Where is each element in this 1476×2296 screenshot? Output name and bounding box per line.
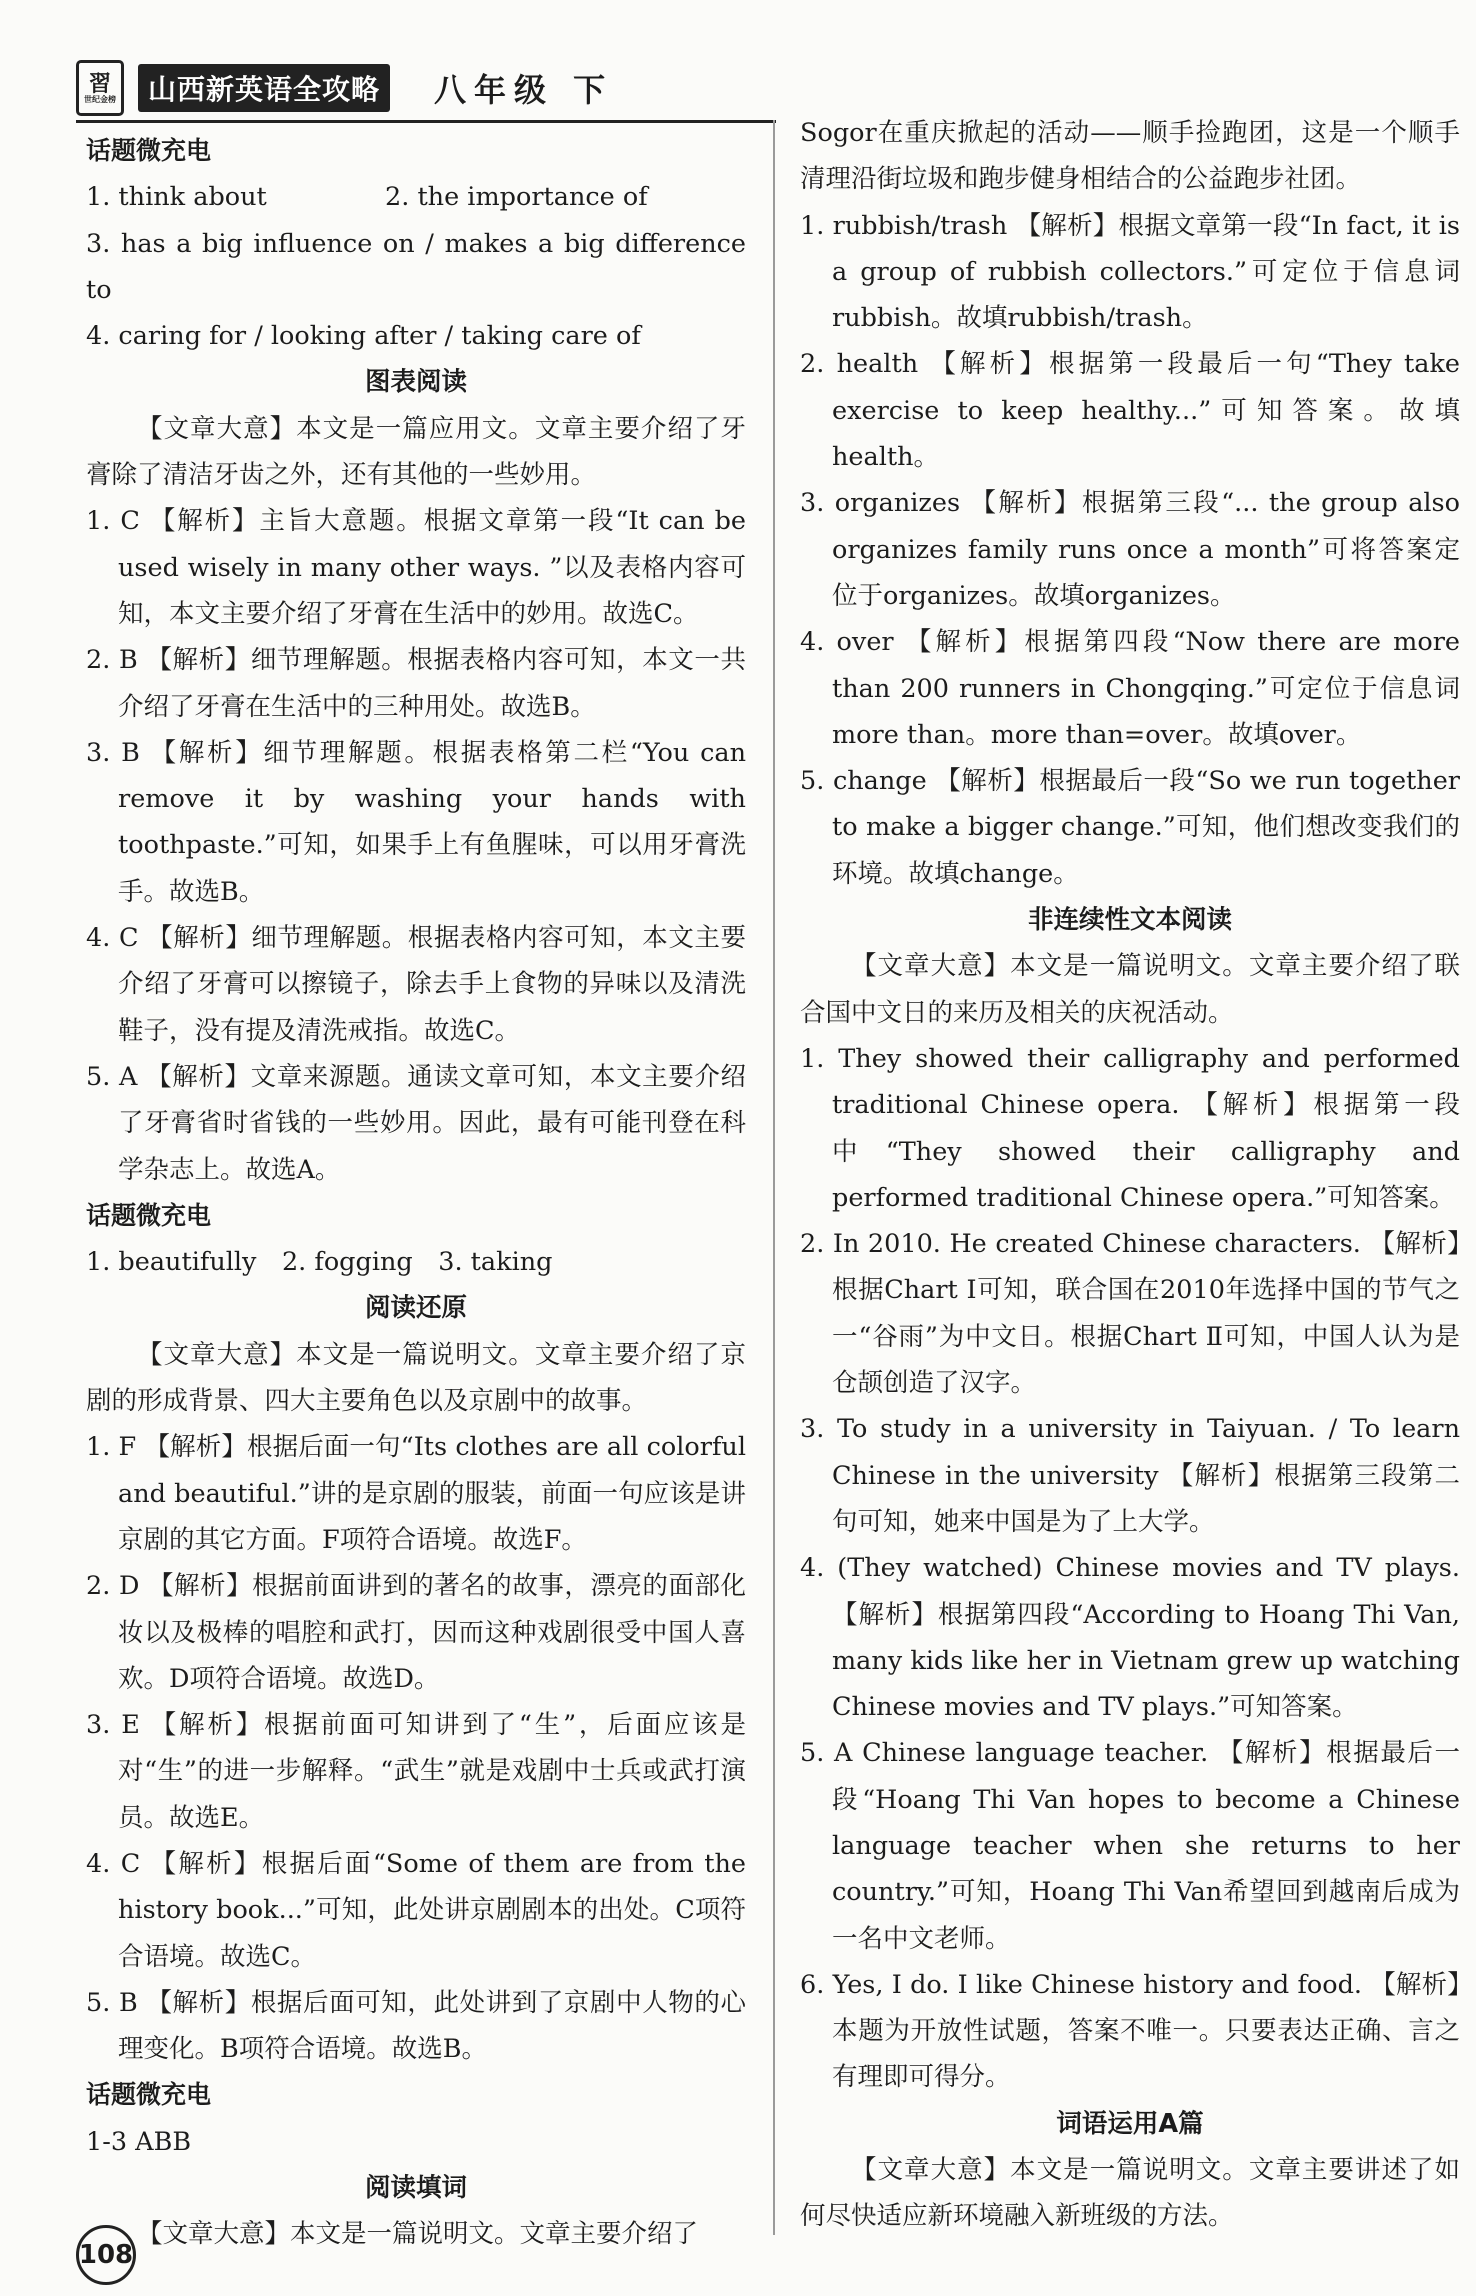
answer-paragraph: 3. has a big influence on / makes a big difference to (86, 228, 746, 305)
section-title: 图表阅读 (364, 367, 467, 398)
answer-paragraph: 1. beautifully 2. fogging 3. taking (86, 1247, 553, 1278)
section-title: 词语运用A篇 (1056, 2108, 1204, 2139)
answer-paragraph: 1. F 【解析】根据后面一句“Its clothes are all colorful and beautiful.”讲的是京剧的服装，前面一句应该是讲京剧的其它方面。F项符合语境。故选F。 (86, 1432, 746, 1555)
answer-paragraph: Sogor在重庆掀起的活动——顺手捡跑团，这是一个顺手清理沿街垃圾和跑步健身相结合的公益跑步社团。 (800, 118, 1460, 195)
answer-paragraph: 3. E 【解析】根据前面可知讲到了“生”，后面应该是对“生”的进一步解释。“武生”就是戏剧中士兵或武打演员。故选E。 (86, 1710, 746, 1833)
grade-label: 八年级 下 (434, 71, 614, 109)
left-column (86, 128, 746, 2258)
section-title: 非连续性文本阅读 (1027, 905, 1232, 936)
book-title: 山西新英语全攻略 (138, 64, 390, 112)
answer-paragraph: 1-3 ABB (86, 2126, 192, 2157)
page-header (76, 58, 776, 118)
answer-paragraph: 4. (They watched) Chinese movies and TV plays. 【解析】根据第四段“According to Hoang Thi Van, many kids like her in Vietnam grew up watching Chinese movies and TV plays.”可知答案。 (800, 1553, 1460, 1723)
book-logo (76, 60, 124, 116)
header-rule (76, 120, 776, 123)
answer-paragraph: 4. C 【解析】根据后面“Some of them are from the history book...”可知，此处讲京剧剧本的出处。C项符合语境。故选C。 (86, 1848, 746, 1972)
section-heading: 话题微充电 (86, 136, 212, 165)
logo-subtext: 世纪金榜 (84, 94, 116, 104)
page-number: 108 (76, 2225, 136, 2285)
answer-paragraph: 5. B 【解析】根据后面可知，此处讲到了京剧中人物的心理变化。B项符合语境。故选B。 (86, 1987, 746, 2065)
answer-paragraph: 6. Yes, I do. I like Chinese history and food. 【解析】本题为开放性试题，答案不唯一。只要表达正确、言之有理即可得分。 (800, 1969, 1460, 2093)
answer-paragraph: 3. organizes 【解析】根据第三段“... the group also organizes family runs once a month”可将答案定位于organizes。故填organizes。 (800, 488, 1460, 611)
section-heading: 话题微充电 (86, 2080, 212, 2110)
answer-paragraph: 2. health 【解析】根据第一段最后一句“They take exercise to keep healthy...”可知答案。故填health。 (800, 349, 1460, 473)
answer-paragraph: 2. In 2010. He created Chinese characters. 【解析】根据Chart Ⅰ可知，联合国在2010年选择中国的节气之一“谷雨”为中文日。根据Chart Ⅱ可知，中国人认为是仓颉创造了汉字。 (800, 1229, 1460, 1399)
answer-paragraph: 1. C 【解析】主旨大意题。根据文章第一段“It can be used wisely in many other ways. ”以及表格内容可知，本文主要介绍了牙膏在生活中的妙用。故选C。 (86, 506, 746, 629)
answer-paragraph: 4. caring for / looking after / taking care of (86, 321, 641, 352)
answer-paragraph: 【文章大意】本文是一篇说明文。文章主要讲述了如何尽快适应新环境融入新班级的方法。 (800, 2155, 1460, 2232)
answer-paragraph: 5. change 【解析】根据最后一段“So we run together to make a bigger change.”可知，他们想改变我们的环境。故填change。 (800, 766, 1460, 889)
right-column (800, 110, 1460, 2240)
answer-paragraph: 4. C 【解析】细节理解题。根据表格内容可知，本文主要介绍了牙膏可以擦镜子，除去手上食物的异味以及清洗鞋子，没有提及清洗戒指。故选C。 (86, 923, 746, 1046)
answer-paragraph: 1. They showed their calligraphy and performed traditional Chinese opera. 【解析】根据第一段中“They showed their calligraphy and performed traditional Chinese opera.”可知答案。 (800, 1043, 1460, 1213)
logo-char: 習 (88, 71, 111, 97)
answer-paragraph: 1. rubbish/trash 【解析】根据文章第一段“In fact, it is a group of rubbish collectors.”可定位于信息词rubbish。故填rubbish/trash。 (800, 210, 1460, 334)
answer-paragraph: 2. D 【解析】根据前面讲到的著名的故事，漂亮的面部化妆以及极棒的唱腔和武打，因而这种戏剧很受中国人喜欢。D项符合语境。故选D。 (86, 1571, 746, 1694)
answer-paragraph: 【文章大意】本文是一篇应用文。文章主要介绍了牙膏除了清洁牙齿之外，还有其他的一些妙用。 (86, 413, 746, 491)
section-title: 阅读还原 (364, 1293, 467, 1324)
answer-paragraph: 2. B 【解析】细节理解题。根据表格内容可知，本文一共介绍了牙膏在生活中的三种用处。故选B。 (86, 645, 746, 722)
answer-paragraph: 5. A 【解析】文章来源题。通读文章可知，本文主要介绍了牙膏省时省钱的一些妙用。因此，最有可能刊登在科学杂志上。故选A。 (86, 1061, 746, 1185)
answer-paragraph: 【文章大意】本文是一篇说明文。文章主要介绍了京剧的形成背景、四大主要角色以及京剧中的故事。 (86, 1339, 746, 1417)
column-divider (773, 120, 775, 2235)
answer-paragraph: 3. B 【解析】细节理解题。根据表格第二栏“You can remove it by washing your hands with toothpaste.”可知，如果手上有鱼腥味，可以用牙膏洗手。故选B。 (86, 737, 746, 907)
section-heading: 话题微充电 (86, 1200, 212, 1230)
answer-paragraph: 4. over 【解析】根据第四段“Now there are more than 200 runners in Chongqing.”可定位于信息词more than。more than=over。故填over。 (800, 627, 1460, 750)
answer-paragraph: 【文章大意】本文是一篇说明文。文章主要介绍了联合国中文日的来历及相关的庆祝活动。 (800, 951, 1460, 1028)
answer-paragraph: 5. A Chinese language teacher. 【解析】根据最后一段“Hoang Thi Van hopes to become a Chinese language teacher when she returns to her country.”可知，Hoang Thi Van希望回到越南后成为一名中文老师。 (800, 1738, 1460, 1954)
answer-paragraph: 【文章大意】本文是一篇说明文。文章主要介绍了 (137, 2219, 699, 2250)
answer-paragraph: 3. To study in a university in Taiyuan. / To learn Chinese in the university 【解析】根据第三段第二句可知，她来中国是为了上大学。 (800, 1414, 1460, 1537)
section-title: 阅读填词 (364, 2173, 467, 2204)
answer-paragraph: 1. think about 2. the importance of (86, 182, 648, 213)
